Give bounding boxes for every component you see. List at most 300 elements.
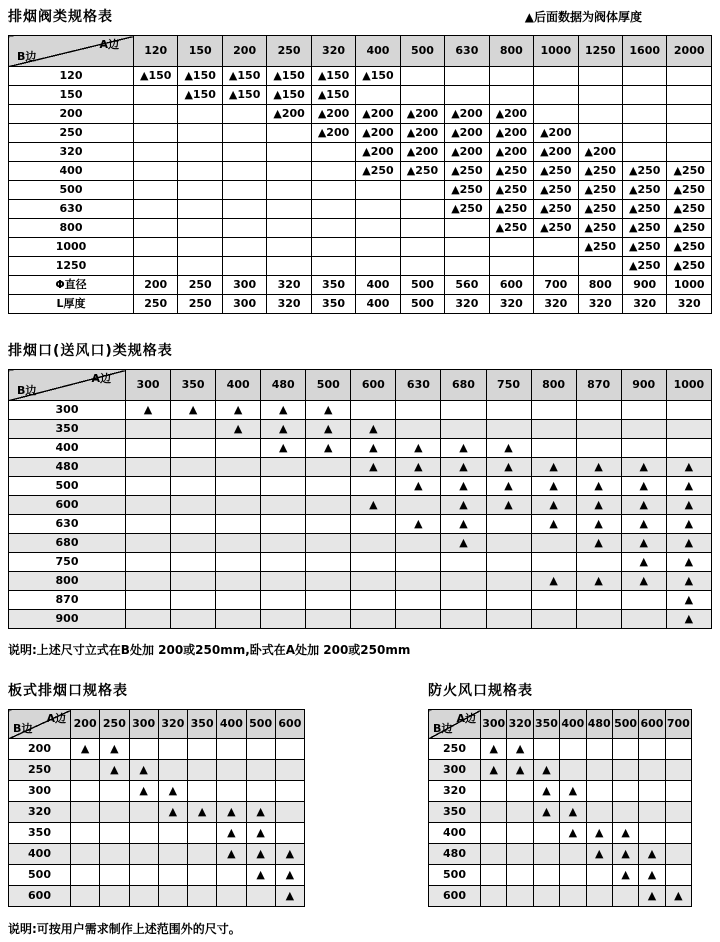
- spec-cell: 320: [578, 295, 622, 314]
- column-header: 870: [576, 370, 621, 401]
- table-row: [9, 572, 712, 591]
- spec-cell: ▲250: [578, 219, 622, 238]
- empty-cell: [586, 886, 612, 907]
- empty-cell: [665, 823, 691, 844]
- table-row: [9, 219, 712, 238]
- spec-cell: ▲: [126, 401, 171, 420]
- spec-cell: ▲200: [356, 105, 400, 124]
- empty-cell: [188, 781, 217, 802]
- table-row: [429, 739, 692, 760]
- empty-cell: [246, 886, 275, 907]
- empty-cell: [486, 420, 531, 439]
- spec-cell: ▲200: [489, 124, 533, 143]
- empty-cell: [481, 781, 507, 802]
- empty-cell: [126, 610, 171, 629]
- empty-cell: [261, 534, 306, 553]
- row-label: 1250: [9, 257, 134, 276]
- spec-cell: ▲: [100, 739, 129, 760]
- empty-cell: [534, 257, 578, 276]
- spec-cell: ▲: [612, 823, 638, 844]
- spec-cell: ▲: [586, 844, 612, 865]
- row-label: 800: [9, 219, 134, 238]
- table-row: [429, 760, 692, 781]
- empty-cell: [665, 865, 691, 886]
- empty-cell: [396, 553, 441, 572]
- empty-cell: [134, 143, 178, 162]
- spec-cell: ▲250: [534, 162, 578, 181]
- row-label: 500: [9, 477, 126, 496]
- spec-cell: ▲: [531, 496, 576, 515]
- empty-cell: [400, 200, 444, 219]
- spec-cell: ▲: [351, 458, 396, 477]
- spec-cell: ▲: [507, 760, 533, 781]
- column-header: 800: [489, 36, 533, 67]
- empty-cell: [665, 781, 691, 802]
- empty-cell: [507, 865, 533, 886]
- spec-cell: ▲250: [667, 162, 712, 181]
- spec-cell: ▲150: [222, 67, 266, 86]
- spec-cell: 900: [622, 276, 666, 295]
- empty-cell: [400, 181, 444, 200]
- corner-cell: [9, 710, 71, 739]
- spec-cell: ▲: [560, 781, 586, 802]
- table-row: [9, 781, 305, 802]
- empty-cell: [216, 553, 261, 572]
- empty-cell: [351, 401, 396, 420]
- empty-cell: [222, 143, 266, 162]
- empty-cell: [667, 86, 712, 105]
- empty-cell: [261, 553, 306, 572]
- spec-cell: ▲250: [667, 219, 712, 238]
- empty-cell: [71, 781, 100, 802]
- empty-cell: [560, 886, 586, 907]
- spec-cell: ▲: [216, 420, 261, 439]
- empty-cell: [665, 844, 691, 865]
- empty-cell: [222, 162, 266, 181]
- column-header: 250: [267, 36, 311, 67]
- empty-cell: [578, 67, 622, 86]
- spec-cell: ▲250: [578, 200, 622, 219]
- table-row: [9, 181, 712, 200]
- empty-cell: [100, 886, 129, 907]
- empty-cell: [134, 124, 178, 143]
- spec-cell: ▲: [246, 865, 275, 886]
- empty-cell: [445, 238, 489, 257]
- empty-cell: [586, 781, 612, 802]
- empty-cell: [356, 200, 400, 219]
- spec-cell: ▲: [171, 401, 216, 420]
- table-row: [429, 844, 692, 865]
- spec-cell: ▲: [666, 572, 711, 591]
- empty-cell: [586, 865, 612, 886]
- empty-cell: [178, 219, 222, 238]
- row-label: 600: [9, 496, 126, 515]
- column-header: 200: [222, 36, 266, 67]
- empty-cell: [486, 515, 531, 534]
- column-header: 600: [351, 370, 396, 401]
- empty-cell: [486, 553, 531, 572]
- empty-cell: [531, 553, 576, 572]
- table-row: [9, 886, 305, 907]
- spec-cell: ▲250: [667, 200, 712, 219]
- spec-cell: 300: [222, 295, 266, 314]
- empty-cell: [396, 420, 441, 439]
- spec-cell: ▲200: [356, 124, 400, 143]
- empty-cell: [216, 572, 261, 591]
- empty-cell: [188, 823, 217, 844]
- empty-cell: [158, 760, 187, 781]
- empty-cell: [441, 572, 486, 591]
- table-row: [9, 420, 712, 439]
- spec-cell: 500: [400, 295, 444, 314]
- spec-cell: ▲: [576, 496, 621, 515]
- spec-cell: ▲250: [445, 181, 489, 200]
- spec-cell: ▲250: [622, 219, 666, 238]
- empty-cell: [306, 572, 351, 591]
- column-header: 750: [486, 370, 531, 401]
- fire-damper-column: [428, 680, 692, 907]
- row-label: 900: [9, 610, 126, 629]
- spec-cell: ▲250: [667, 257, 712, 276]
- empty-cell: [267, 162, 311, 181]
- spec-cell: ▲: [639, 844, 665, 865]
- spec-cell: ▲: [533, 781, 559, 802]
- empty-cell: [622, 105, 666, 124]
- header-row: [9, 370, 712, 401]
- spec-cell: ▲250: [356, 162, 400, 181]
- empty-cell: [351, 553, 396, 572]
- spec-cell: ▲250: [534, 181, 578, 200]
- column-header: 500: [306, 370, 351, 401]
- spec-cell: ▲: [576, 534, 621, 553]
- empty-cell: [489, 67, 533, 86]
- empty-cell: [178, 143, 222, 162]
- row-label: 400: [429, 823, 481, 844]
- row-label: 630: [9, 200, 134, 219]
- spec-cell: 800: [578, 276, 622, 295]
- empty-cell: [396, 591, 441, 610]
- empty-cell: [129, 802, 158, 823]
- empty-cell: [216, 496, 261, 515]
- empty-cell: [171, 477, 216, 496]
- a-side-label: A边: [99, 38, 119, 51]
- column-header: 1250: [578, 36, 622, 67]
- table-row: [9, 591, 712, 610]
- spec-cell: ▲200: [534, 143, 578, 162]
- empty-cell: [621, 439, 666, 458]
- row-label: 320: [429, 781, 481, 802]
- empty-cell: [507, 844, 533, 865]
- table-row: [9, 238, 712, 257]
- spec-cell: ▲: [217, 802, 246, 823]
- empty-cell: [356, 219, 400, 238]
- spec-cell: ▲: [188, 802, 217, 823]
- spec-cell: ▲250: [400, 162, 444, 181]
- empty-cell: [400, 86, 444, 105]
- spec-cell: ▲: [261, 420, 306, 439]
- table-row: [9, 496, 712, 515]
- table-row: [9, 295, 712, 314]
- spec-cell: ▲: [586, 823, 612, 844]
- empty-cell: [171, 439, 216, 458]
- empty-cell: [481, 844, 507, 865]
- empty-cell: [217, 886, 246, 907]
- empty-cell: [222, 257, 266, 276]
- spec-cell: ▲200: [267, 105, 311, 124]
- empty-cell: [351, 572, 396, 591]
- spec-cell: ▲: [441, 515, 486, 534]
- empty-cell: [311, 143, 355, 162]
- column-header: 300: [129, 710, 158, 739]
- table-row: [9, 802, 305, 823]
- table-row: [9, 124, 712, 143]
- fire-damper-table-title: 防火风口规格表: [428, 683, 533, 699]
- spec-cell: ▲: [639, 865, 665, 886]
- spec-cell: ▲200: [400, 143, 444, 162]
- empty-cell: [586, 760, 612, 781]
- spec-cell: ▲: [531, 458, 576, 477]
- empty-cell: [560, 844, 586, 865]
- empty-cell: [71, 802, 100, 823]
- row-label: 350: [9, 823, 71, 844]
- spec-cell: ▲250: [445, 200, 489, 219]
- empty-cell: [126, 553, 171, 572]
- empty-cell: [100, 823, 129, 844]
- spec-cell: ▲250: [534, 219, 578, 238]
- empty-cell: [621, 401, 666, 420]
- row-label: 150: [9, 86, 134, 105]
- spec-cell: ▲: [560, 802, 586, 823]
- empty-cell: [666, 439, 711, 458]
- spec-cell: ▲: [396, 458, 441, 477]
- column-header: 320: [311, 36, 355, 67]
- empty-cell: [351, 610, 396, 629]
- plate-vent-table-container: [8, 709, 305, 907]
- spec-cell: ▲150: [267, 67, 311, 86]
- spec-cell: ▲: [246, 802, 275, 823]
- spec-cell: ▲: [481, 760, 507, 781]
- spec-cell: ▲: [666, 534, 711, 553]
- empty-cell: [612, 886, 638, 907]
- spec-cell: ▲: [306, 401, 351, 420]
- empty-cell: [71, 844, 100, 865]
- empty-cell: [188, 760, 217, 781]
- empty-cell: [531, 610, 576, 629]
- empty-cell: [533, 844, 559, 865]
- table-row: [9, 760, 305, 781]
- spec-cell: ▲: [217, 823, 246, 844]
- table-row: [9, 257, 712, 276]
- spec-cell: ▲250: [578, 162, 622, 181]
- spec-cell: ▲: [306, 420, 351, 439]
- table-row: [9, 200, 712, 219]
- spec-cell: ▲200: [489, 143, 533, 162]
- empty-cell: [178, 124, 222, 143]
- empty-cell: [531, 420, 576, 439]
- a-side-label: A边: [456, 712, 476, 725]
- row-label: 350: [429, 802, 481, 823]
- spec-cell: 320: [445, 295, 489, 314]
- bottom-tables-row: [8, 680, 712, 907]
- empty-cell: [531, 401, 576, 420]
- fire-damper-vent-spec-table: [428, 709, 692, 907]
- spec-cell: ▲: [261, 439, 306, 458]
- empty-cell: [171, 534, 216, 553]
- table-row: [9, 162, 712, 181]
- corner-cell: [9, 36, 134, 67]
- header-row: [429, 710, 692, 739]
- empty-cell: [71, 865, 100, 886]
- empty-cell: [481, 823, 507, 844]
- empty-cell: [216, 515, 261, 534]
- column-header: 320: [507, 710, 533, 739]
- empty-cell: [666, 420, 711, 439]
- spec-cell: ▲200: [445, 105, 489, 124]
- spec-cell: 560: [445, 276, 489, 295]
- spec-cell: ▲: [560, 823, 586, 844]
- empty-cell: [222, 124, 266, 143]
- spec-cell: ▲: [666, 458, 711, 477]
- empty-cell: [129, 739, 158, 760]
- table-row: [9, 553, 712, 572]
- spec-cell: ▲: [275, 865, 304, 886]
- spec-cell: ▲: [612, 865, 638, 886]
- column-header: 1000: [666, 370, 711, 401]
- table-row: [9, 823, 305, 844]
- empty-cell: [486, 591, 531, 610]
- spec-cell: ▲: [441, 496, 486, 515]
- empty-cell: [158, 865, 187, 886]
- spec-cell: ▲: [666, 591, 711, 610]
- plate-smoke-vent-spec-table: [8, 709, 305, 907]
- a-side-label: A边: [46, 712, 66, 725]
- row-label: 600: [9, 886, 71, 907]
- empty-cell: [134, 257, 178, 276]
- empty-cell: [533, 823, 559, 844]
- spec-cell: ▲: [216, 401, 261, 420]
- spec-cell: ▲: [129, 760, 158, 781]
- empty-cell: [356, 181, 400, 200]
- table-row: [9, 534, 712, 553]
- spec-cell: ▲250: [622, 181, 666, 200]
- empty-cell: [71, 823, 100, 844]
- vent-table-title: 排烟口(送风口)类规格表: [8, 343, 173, 359]
- column-header: 500: [612, 710, 638, 739]
- spec-cell: ▲150: [134, 67, 178, 86]
- empty-cell: [400, 67, 444, 86]
- empty-cell: [665, 760, 691, 781]
- empty-cell: [171, 458, 216, 477]
- empty-cell: [445, 257, 489, 276]
- empty-cell: [622, 143, 666, 162]
- row-label: 200: [9, 739, 71, 760]
- spec-cell: 200: [134, 276, 178, 295]
- empty-cell: [560, 739, 586, 760]
- empty-cell: [576, 420, 621, 439]
- empty-cell: [445, 67, 489, 86]
- table-row: [9, 143, 712, 162]
- row-label: 300: [9, 401, 126, 420]
- empty-cell: [306, 610, 351, 629]
- empty-cell: [171, 420, 216, 439]
- corner-cell: [429, 710, 481, 739]
- spec-cell: ▲: [441, 534, 486, 553]
- column-header: 480: [586, 710, 612, 739]
- header-row: [9, 36, 712, 67]
- empty-cell: [126, 572, 171, 591]
- empty-cell: [158, 823, 187, 844]
- empty-cell: [560, 760, 586, 781]
- spec-cell: ▲250: [667, 181, 712, 200]
- spec-cell: ▲150: [311, 86, 355, 105]
- empty-cell: [489, 86, 533, 105]
- spec-cell: ▲: [531, 515, 576, 534]
- empty-cell: [306, 458, 351, 477]
- empty-cell: [666, 401, 711, 420]
- empty-cell: [267, 124, 311, 143]
- empty-cell: [217, 760, 246, 781]
- empty-cell: [396, 496, 441, 515]
- empty-cell: [356, 257, 400, 276]
- b-side-label: B边: [433, 722, 453, 735]
- empty-cell: [222, 181, 266, 200]
- empty-cell: [216, 610, 261, 629]
- spec-cell: ▲150: [222, 86, 266, 105]
- empty-cell: [217, 739, 246, 760]
- empty-cell: [261, 496, 306, 515]
- column-header: 500: [246, 710, 275, 739]
- table-row: [9, 515, 712, 534]
- spec-cell: ▲150: [178, 86, 222, 105]
- empty-cell: [134, 105, 178, 124]
- empty-cell: [622, 124, 666, 143]
- spec-cell: ▲: [396, 439, 441, 458]
- spec-cell: ▲: [531, 477, 576, 496]
- row-label: 500: [429, 865, 481, 886]
- empty-cell: [560, 865, 586, 886]
- empty-cell: [306, 496, 351, 515]
- empty-cell: [216, 439, 261, 458]
- empty-cell: [576, 591, 621, 610]
- empty-cell: [622, 86, 666, 105]
- empty-cell: [612, 802, 638, 823]
- empty-cell: [306, 477, 351, 496]
- empty-cell: [134, 162, 178, 181]
- empty-cell: [216, 477, 261, 496]
- empty-cell: [576, 610, 621, 629]
- spec-cell: ▲: [621, 534, 666, 553]
- spec-cell: ▲: [246, 844, 275, 865]
- spec-cell: ▲: [533, 760, 559, 781]
- spec-cell: ▲: [666, 477, 711, 496]
- column-header: 320: [158, 710, 187, 739]
- table-row: [9, 477, 712, 496]
- spec-cell: ▲: [576, 458, 621, 477]
- spec-cell: ▲: [158, 781, 187, 802]
- spec-cell: ▲: [351, 439, 396, 458]
- spec-cell: 320: [622, 295, 666, 314]
- row-label: 500: [9, 865, 71, 886]
- empty-cell: [396, 572, 441, 591]
- spec-cell: ▲250: [622, 162, 666, 181]
- empty-cell: [486, 534, 531, 553]
- column-header: 120: [134, 36, 178, 67]
- empty-cell: [356, 238, 400, 257]
- spec-cell: 250: [178, 295, 222, 314]
- row-label: 630: [9, 515, 126, 534]
- empty-cell: [216, 534, 261, 553]
- empty-cell: [578, 86, 622, 105]
